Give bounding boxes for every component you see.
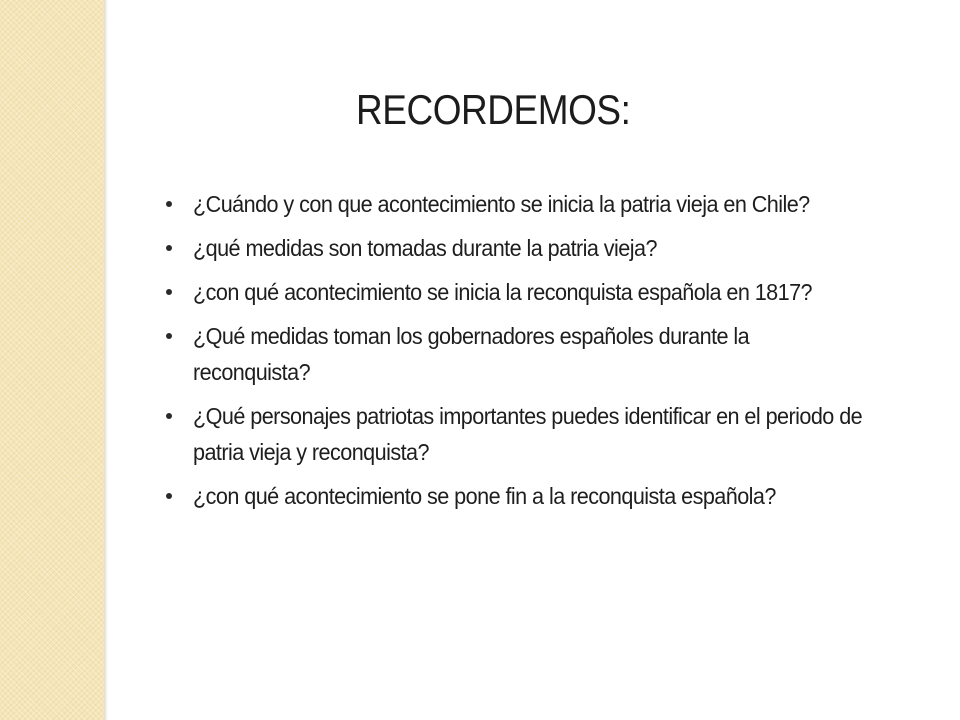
- question-text: ¿con qué acontecimiento se inicia la reconquista española en 1817?: [193, 279, 813, 305]
- list-item: [166, 318, 886, 390]
- question-text: ¿Cuándo y con que acontecimiento se inicia la patria vieja en Chile?: [193, 191, 810, 217]
- bullet-icon: [166, 493, 172, 499]
- list-item: [166, 186, 886, 222]
- question-text: ¿con qué acontecimiento se pone fin a la reconquista española?: [193, 483, 776, 509]
- bullet-icon: [166, 333, 172, 339]
- side-band-edge: [104, 0, 108, 720]
- bullet-icon: [166, 245, 172, 251]
- list-item: [166, 230, 886, 266]
- bullet-icon: [166, 289, 172, 295]
- question-text: ¿Qué personajes patriotas importantes puedes identificar en el periodo de patria vieja y reconquista?: [193, 403, 863, 465]
- decorative-side-band: [0, 0, 104, 720]
- list-item: [166, 274, 886, 310]
- bullet-icon: [166, 201, 172, 207]
- question-list: [166, 186, 886, 522]
- list-item: [166, 398, 886, 470]
- list-item: [166, 478, 886, 514]
- bullet-icon: [166, 413, 172, 419]
- question-text: ¿Qué medidas toman los gobernadores españoles durante la reconquista?: [193, 323, 750, 385]
- slide-title: RECORDEMOS:: [356, 86, 631, 133]
- question-text: ¿qué medidas son tomadas durante la patria vieja?: [193, 235, 657, 261]
